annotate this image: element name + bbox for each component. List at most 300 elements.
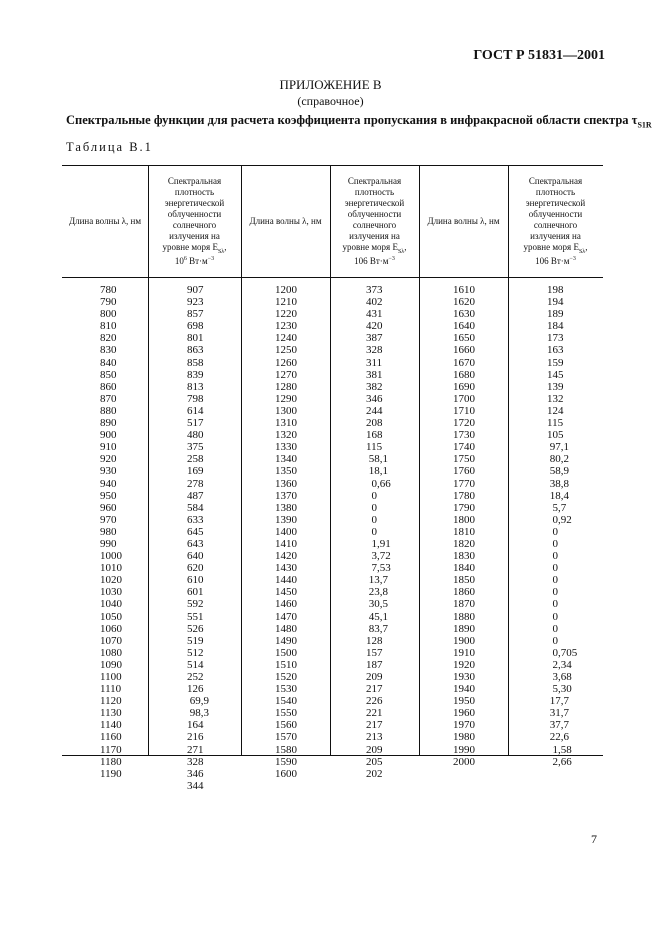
table-cell: 2000 [453, 755, 475, 768]
table-cell: 1120 [100, 695, 122, 708]
table-cell: 209 [366, 743, 383, 756]
table-cell: 1770 [453, 477, 475, 490]
header-text: Sλ [578, 248, 586, 255]
header-text: плотность [354, 187, 395, 198]
table-cell: 1430 [275, 562, 297, 575]
table-cell: 132 [547, 392, 564, 405]
table-cell: 373 [366, 284, 383, 296]
table-cell: 1,58 [547, 743, 572, 756]
table-cell: 1110 [100, 683, 122, 696]
header-text: −3 [388, 255, 395, 262]
table-cell: 900 [100, 429, 117, 442]
table-cell: 1650 [453, 332, 475, 345]
table-cell: 0 [547, 537, 558, 550]
table-cell: 950 [100, 489, 117, 502]
header-text: 10 [174, 255, 184, 266]
table-cell: 980 [100, 525, 117, 538]
table-cell: 990 [100, 537, 117, 550]
table-cell: 1930 [453, 671, 475, 683]
table-cell: 5,7 [547, 501, 567, 514]
table-cell: 1670 [453, 356, 475, 369]
table-cell: 1210 [275, 296, 297, 309]
table-cell: 1070 [100, 634, 122, 647]
table-cell: 346 [366, 392, 383, 405]
table-cell: 69,9 [187, 695, 209, 708]
table-cell: 105 [547, 429, 564, 442]
table-cell: 213 [366, 731, 383, 744]
table-cell: 346 [187, 767, 204, 780]
table-cell: 18,4 [547, 489, 569, 502]
table-cell: 0 [366, 525, 377, 538]
header-text: уровне моря E [162, 241, 218, 252]
header-text: Вт·м [186, 255, 208, 266]
header-text: солнечного [352, 219, 397, 230]
table-cell: 592 [187, 598, 204, 611]
table-cell: 1790 [453, 501, 475, 514]
table-label: Таблица В.1 [66, 140, 153, 154]
table-cell: 139 [547, 380, 564, 393]
table-cell: 1870 [453, 598, 475, 611]
table-cell: 1360 [275, 477, 297, 490]
table-cell: 217 [366, 683, 383, 696]
table-cell: 169 [187, 465, 204, 478]
table-cell: 640 [187, 550, 204, 563]
appendix-subtitle: (справочное) [297, 94, 364, 108]
header-text: Спектральная [167, 176, 222, 187]
table-cell: 0 [547, 634, 558, 647]
table-cell: 1380 [275, 501, 297, 514]
header-text: излучения на [349, 230, 400, 241]
table-cell: 1250 [275, 344, 297, 357]
column-density-3 [547, 284, 577, 768]
table-cell: 1500 [275, 646, 297, 659]
table-cell: 1820 [453, 537, 475, 550]
table-cell: 1320 [275, 429, 297, 442]
header-wavelength-3: Длина волны λ, нм [427, 216, 500, 227]
table-cell: 38,8 [547, 477, 569, 490]
table-cell: 698 [187, 320, 204, 333]
table-cell: 512 [187, 646, 204, 659]
header-text: Спектральная [347, 176, 402, 187]
table-cell: 18,1 [366, 465, 388, 478]
table-cell: 1020 [100, 574, 122, 587]
table-cell: 198 [547, 284, 564, 296]
table-cell: 910 [100, 441, 117, 454]
header-text: 6 [183, 255, 187, 262]
table-cell: 1710 [453, 404, 475, 417]
table-cell: 115 [547, 417, 564, 430]
header-text: облученности [167, 208, 222, 219]
table-cell: 22,6 [547, 731, 569, 744]
table-cell: 1260 [275, 356, 297, 369]
appendix-heading [0, 77, 661, 109]
table-cell: 1900 [453, 634, 475, 647]
header-text: плотность [174, 187, 215, 198]
table-cell: 1190 [100, 767, 122, 780]
table-cell: 1330 [275, 441, 297, 454]
column-wavelength-2 [275, 284, 297, 780]
header-density-1: Спектральная плотность энергетической облученности солнечного излучения на уровне моря $E_{S\lambda}$, $10^6$ $Вт\cdot м^{-3}$ [162, 176, 227, 266]
table-cell: 80,2 [547, 453, 569, 466]
header-text: Спектральная [528, 176, 583, 187]
table-cell: 1270 [275, 368, 297, 381]
header-density-2: Спектральная плотность энергетической облученности солнечного излучения на уровне моря $E_{S\lambda}$, 106 $Вт\cdot м^{-3}$ [342, 176, 407, 266]
table-cell: 940 [100, 477, 117, 490]
table-cell: 1200 [275, 284, 297, 296]
table-cell: 870 [100, 392, 117, 405]
table-cell: 0 [547, 574, 558, 587]
table-cell: 205 [366, 755, 383, 768]
table-cell: 1720 [453, 417, 475, 430]
table-cell: 1860 [453, 586, 475, 599]
table-cell: 620 [187, 562, 204, 575]
table-cell: 1690 [453, 380, 475, 393]
table-cell: 1340 [275, 453, 297, 466]
table-cell: 0 [547, 525, 558, 538]
table-cell: 1910 [453, 646, 475, 659]
header-text: излучения на [530, 230, 581, 241]
table-cell: 0,705 [547, 646, 578, 659]
table-cell: 252 [187, 671, 204, 683]
table-cell: 1280 [275, 380, 297, 393]
table-cell: 1570 [275, 731, 297, 744]
table-cell: 830 [100, 344, 117, 357]
table-cell: 97,1 [547, 441, 569, 454]
table-cell: 1510 [275, 658, 297, 671]
table-cell: 1580 [275, 743, 297, 756]
table-cell: 551 [187, 610, 204, 623]
table-cell: 1090 [100, 658, 122, 671]
table-cell: 930 [100, 465, 117, 478]
table-cell: 13,7 [366, 574, 388, 587]
table-cell: 1730 [453, 429, 475, 442]
table-cell: 1100 [100, 671, 122, 683]
table-cell: 1170 [100, 743, 122, 756]
table-cell: 98,3 [187, 707, 209, 720]
section-title [66, 113, 652, 130]
table-cell: 800 [100, 308, 117, 321]
table-cell: 3,72 [366, 550, 391, 563]
table-cell: 1520 [275, 671, 297, 683]
table-cell: 923 [187, 296, 204, 309]
spectral-table [62, 165, 603, 792]
table-cell: 1400 [275, 525, 297, 538]
table-cell: 813 [187, 380, 204, 393]
table-cell: 187 [366, 658, 383, 671]
table-cell: 839 [187, 368, 204, 381]
table-cell: 402 [366, 296, 383, 309]
table-cell: 890 [100, 417, 117, 430]
table-cell: 0 [547, 586, 558, 599]
table-cell: 1350 [275, 465, 297, 478]
table-cell: 1,91 [366, 537, 391, 550]
table-cell: 30,5 [366, 598, 388, 611]
header-text: солнечного [533, 219, 578, 230]
table-cell: 1740 [453, 441, 475, 454]
table-cell: 58,9 [547, 465, 569, 478]
table-cell: 1460 [275, 598, 297, 611]
table-cell: 610 [187, 574, 204, 587]
header-divider [62, 277, 603, 278]
table-cell: 1780 [453, 489, 475, 502]
table-cell: 37,7 [547, 719, 569, 732]
header-text: плотность [535, 187, 576, 198]
table-cell: 1760 [453, 465, 475, 478]
table-cell: 801 [187, 332, 204, 345]
table-cell: 163 [547, 344, 564, 357]
table-cell: 0,92 [547, 513, 572, 526]
table-cell: 858 [187, 356, 204, 369]
header-text: энергетической [344, 197, 405, 208]
section-title-subscript: S1R [637, 120, 652, 130]
table-cell: 344 [187, 779, 204, 792]
table-cell: 278 [187, 477, 204, 490]
table-cell: 0 [547, 598, 558, 611]
table-cell: 31,7 [547, 707, 569, 720]
table-cell: 221 [366, 707, 383, 720]
table-cell: 1920 [453, 658, 475, 671]
table-cell: 1390 [275, 513, 297, 526]
table-cell: 1530 [275, 683, 297, 696]
table-cell: 1640 [453, 320, 475, 333]
table-cell: 1030 [100, 586, 122, 599]
table-cell: 23,8 [366, 586, 388, 599]
table-cell: 328 [366, 344, 383, 357]
table-cell: 382 [366, 380, 383, 393]
table-cell: 244 [366, 404, 383, 417]
table-cell: 3,68 [547, 671, 572, 683]
table-cell: 850 [100, 368, 117, 381]
table-cell: 1810 [453, 525, 475, 538]
table-cell: 5,30 [547, 683, 572, 696]
table-cell: 1590 [275, 755, 297, 768]
table-cell: 1060 [100, 622, 122, 635]
table-cell: 58,1 [366, 453, 388, 466]
header-text: излучения на [169, 230, 220, 241]
table-cell: 1470 [275, 610, 297, 623]
table-cell: 1420 [275, 550, 297, 563]
table-cell: 1310 [275, 417, 297, 430]
column-density-1 [187, 284, 209, 792]
table-cell: 601 [187, 586, 204, 599]
table-cell: 1950 [453, 695, 475, 708]
header-text: 106 Вт·м [354, 255, 389, 266]
table-cell: 1700 [453, 392, 475, 405]
table-cell: 164 [187, 719, 204, 732]
header-wavelength-1: Длина волны λ, нм [68, 216, 142, 227]
table-cell: 840 [100, 356, 117, 369]
table-cell: 1300 [275, 404, 297, 417]
header-text: Sλ [397, 248, 405, 255]
table-cell: 1370 [275, 489, 297, 502]
table-cell: 209 [366, 671, 383, 683]
table-cell: 614 [187, 404, 204, 417]
table-cell: 1850 [453, 574, 475, 587]
column-wavelength-1 [100, 284, 122, 780]
table-cell: 0 [547, 622, 558, 635]
table-cell: 2,34 [547, 658, 572, 671]
table-cell: 1940 [453, 683, 475, 696]
table-cell: 1960 [453, 707, 475, 720]
table-cell: 880 [100, 404, 117, 417]
header-text: энергетической [164, 197, 225, 208]
table-cell: 1410 [275, 537, 297, 550]
table-cell: 810 [100, 320, 117, 333]
table-cell: 145 [547, 368, 564, 381]
table-cell: 798 [187, 392, 204, 405]
table-cell: 857 [187, 308, 204, 321]
table-cell: 1540 [275, 695, 297, 708]
table-cell: 1140 [100, 719, 122, 732]
table-cell: 387 [366, 332, 383, 345]
table-cell: 643 [187, 537, 204, 550]
table-cell: 480 [187, 429, 204, 442]
table-cell: 381 [366, 368, 383, 381]
table-cell: 431 [366, 308, 383, 321]
table-cell: 1450 [275, 586, 297, 599]
section-title-text: Спектральные функции для расчета коэффициента пропускания в инфракрасной области спектра τ [66, 113, 638, 127]
header-text: уровне моря E [523, 241, 579, 252]
column-wavelength-3 [453, 284, 475, 768]
table-cell: 1290 [275, 392, 297, 405]
table-cell: 1050 [100, 610, 122, 623]
standard-number: ГОСТ Р 51831—2001 [473, 48, 605, 63]
table-cell: 487 [187, 489, 204, 502]
table-cell: 0 [366, 501, 377, 514]
table-cell: 1440 [275, 574, 297, 587]
table-cell: 2,66 [547, 755, 572, 768]
header-text: −3 [569, 255, 576, 262]
table-cell: 0 [547, 562, 558, 575]
table-cell: 1550 [275, 707, 297, 720]
table-cell: 311 [366, 356, 383, 369]
table-cell: 208 [366, 417, 383, 430]
table-cell: 115 [366, 441, 383, 454]
header-density-3: Спектральная плотность энергетической облученности солнечного излучения на уровне моря $E_{S\lambda}$, 106 $Вт\cdot м^{-3}$ [523, 176, 588, 266]
table-cell: 1130 [100, 707, 122, 720]
header-text: облученности [347, 208, 402, 219]
table-cell: 1160 [100, 731, 122, 744]
table-cell: 258 [187, 453, 204, 466]
table-cell: 584 [187, 501, 204, 514]
header-text: Sλ [217, 248, 225, 255]
table-cell: 1220 [275, 308, 297, 321]
table-cell: 1840 [453, 562, 475, 575]
table-cell: 1750 [453, 453, 475, 466]
table-cell: 202 [366, 767, 383, 780]
header-text: облученности [528, 208, 583, 219]
header-text: энергетической [525, 197, 586, 208]
table-cell: 1230 [275, 320, 297, 333]
header-text: солнечного [172, 219, 217, 230]
table-cell: 1180 [100, 755, 122, 768]
table-cell: 226 [366, 695, 383, 708]
table-cell: 1660 [453, 344, 475, 357]
table-cell: 45,1 [366, 610, 388, 623]
table-cell: 124 [547, 404, 564, 417]
table-cell: 1830 [453, 550, 475, 563]
table-cell: 168 [366, 429, 383, 442]
table-cell: 1990 [453, 743, 475, 756]
table-cell: 790 [100, 296, 117, 309]
table-cell: 633 [187, 513, 204, 526]
table-cell: 1490 [275, 634, 297, 647]
table-cell: 514 [187, 658, 204, 671]
table-cell: 194 [547, 296, 564, 309]
table-cell: 1680 [453, 368, 475, 381]
table-cell: 1980 [453, 731, 475, 744]
column-density-2 [366, 284, 391, 780]
table-cell: 216 [187, 731, 204, 744]
table-cell: 1000 [100, 550, 122, 563]
table-cell: 0,66 [366, 477, 391, 490]
table-cell: 1630 [453, 308, 475, 321]
table-cell: 960 [100, 501, 117, 514]
table-cell: 217 [366, 719, 383, 732]
table-cell: 0 [366, 513, 377, 526]
header-wavelength-2: Длина волны λ, нм [249, 216, 322, 227]
table-cell: 1610 [453, 284, 475, 296]
table-cell: 375 [187, 441, 204, 454]
header-text: −3 [207, 255, 215, 262]
table-cell: 420 [366, 320, 383, 333]
appendix-title: ПРИЛОЖЕНИЕ В [279, 77, 382, 92]
table-cell: 17,7 [547, 695, 569, 708]
table-cell: 0 [366, 489, 377, 502]
table-cell: 920 [100, 453, 117, 466]
header-text: уровне моря E [342, 241, 398, 252]
table-cell: 970 [100, 513, 117, 526]
table-cell: 1600 [275, 767, 297, 780]
table-cell: 1620 [453, 296, 475, 309]
table-cell: 0 [547, 610, 558, 623]
table-cell: 184 [547, 320, 564, 333]
table-cell: 1480 [275, 622, 297, 635]
table-cell: 860 [100, 380, 117, 393]
table-cell: 780 [100, 284, 117, 296]
table-cell: 83,7 [366, 622, 388, 635]
table-cell: 1080 [100, 646, 122, 659]
table-cell: 173 [547, 332, 564, 345]
table-cell: 907 [187, 284, 204, 296]
table-cell: 517 [187, 417, 204, 430]
table-cell: 128 [366, 634, 383, 647]
table-cell: 1970 [453, 719, 475, 732]
table-cell: 0 [547, 550, 558, 563]
table-cell: 159 [547, 356, 564, 369]
table-cell: 526 [187, 622, 204, 635]
table-cell: 7,53 [366, 562, 391, 575]
table-cell: 189 [547, 308, 564, 321]
table-cell: 271 [187, 743, 204, 756]
table-cell: 1240 [275, 332, 297, 345]
page-number: 7 [591, 832, 597, 846]
table-cell: 328 [187, 755, 204, 768]
table-cell: 126 [187, 683, 204, 696]
table-cell: 1560 [275, 719, 297, 732]
table-cell: 519 [187, 634, 204, 647]
table-cell: 820 [100, 332, 117, 345]
table-cell: 1890 [453, 622, 475, 635]
table-cell: 863 [187, 344, 204, 357]
header-text: 106 Вт·м [535, 255, 570, 266]
table-cell: 1010 [100, 562, 122, 575]
table-cell: 1880 [453, 610, 475, 623]
table-cell: 645 [187, 525, 204, 538]
table-cell: 157 [366, 646, 383, 659]
table-cell: 1040 [100, 598, 122, 611]
table-cell: 1800 [453, 513, 475, 526]
